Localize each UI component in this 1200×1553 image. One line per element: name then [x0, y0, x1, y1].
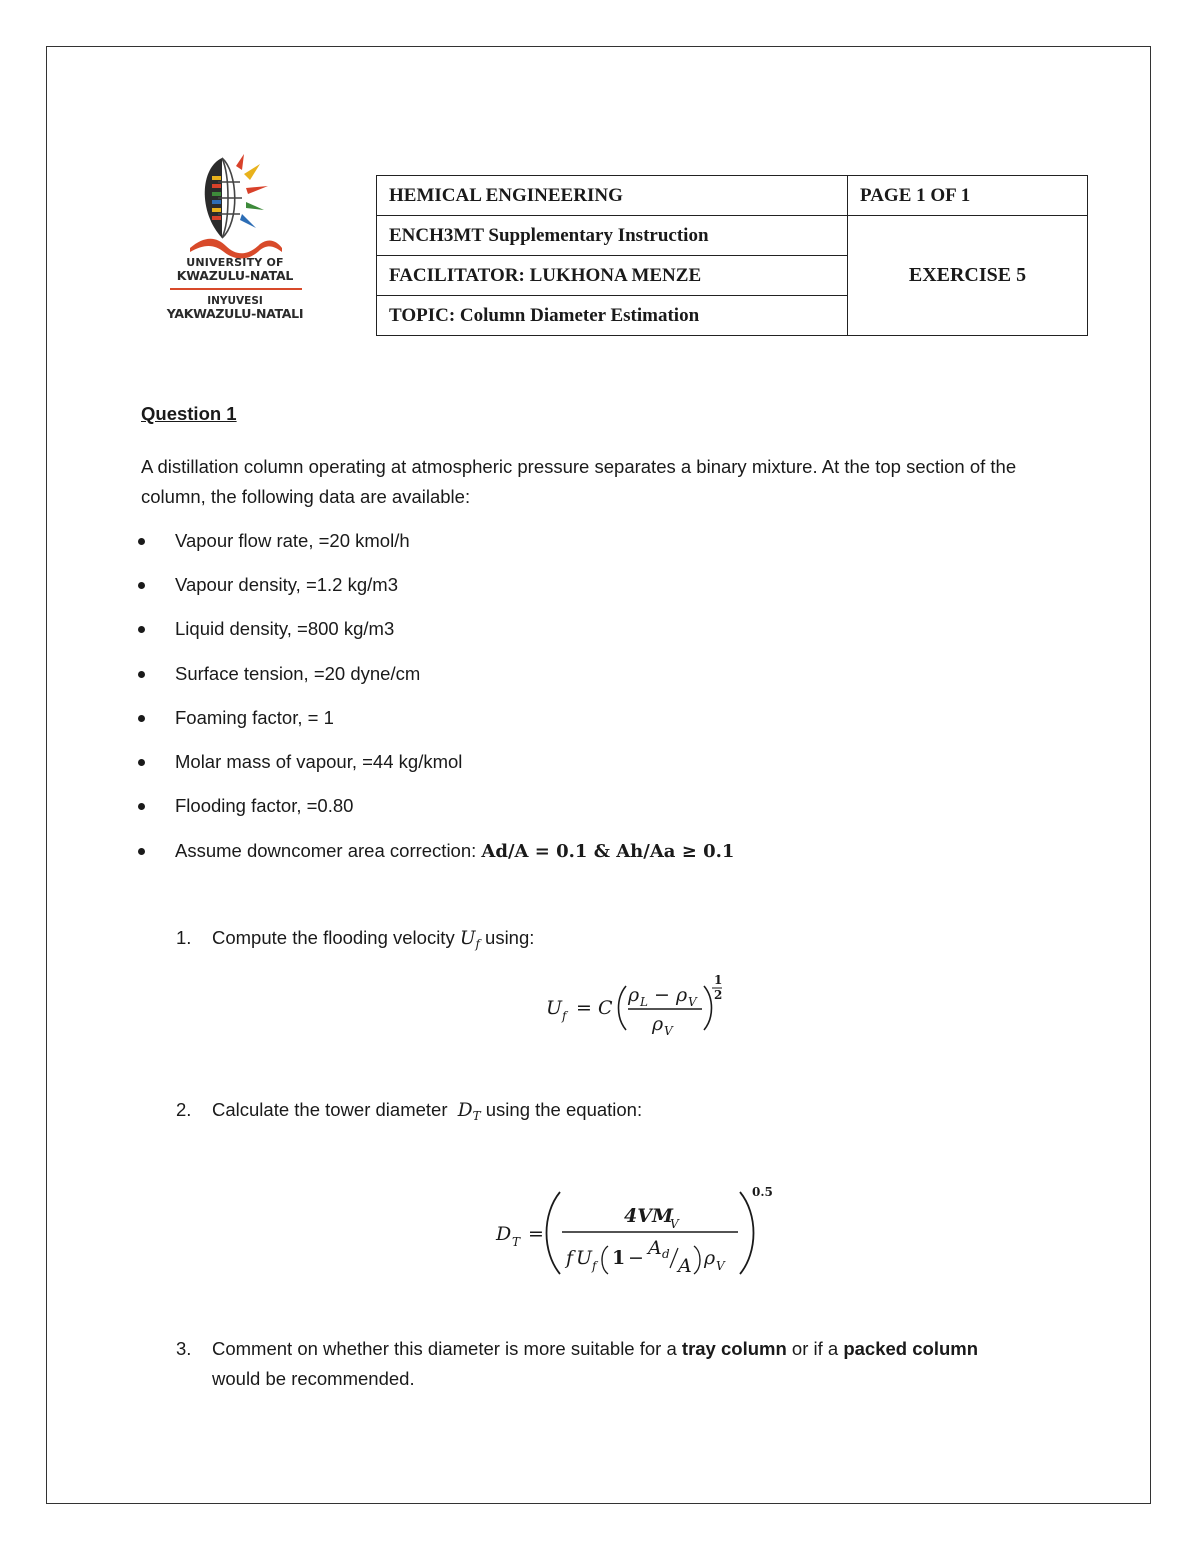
bullet-dot	[138, 715, 145, 722]
list-item-text: Liquid density, =800 kg/m3	[175, 618, 395, 639]
course-cell: ENCH3MT Supplementary Instruction	[377, 216, 848, 256]
list-item-text: Foaming factor, = 1	[175, 707, 334, 728]
bullet-dot	[138, 626, 145, 633]
item-3-pre: Comment on whether this diameter is more suitable for a	[212, 1338, 682, 1359]
svg-text:f: f	[562, 1009, 567, 1023]
svg-text:ρ: ρ	[628, 984, 640, 1006]
bullet-dot	[138, 582, 145, 589]
area-correction-math: Ad/A = 0.1 & Ah/Aa ≥ 0.1	[481, 841, 735, 862]
list-item-text: Molar mass of vapour, =44 kg/kmol	[175, 751, 463, 772]
list-item-label: Assume downcomer area correction:	[175, 840, 482, 861]
logo-text-university-of: UNIVERSITY OF	[186, 256, 284, 269]
page-cell: PAGE 1 OF 1	[848, 176, 1088, 216]
equation-exponent: 0.5	[752, 1185, 773, 1199]
bullet-dot	[138, 848, 145, 855]
list-item-text: Surface tension, =20 dyne/cm	[175, 663, 421, 684]
topic-cell: TOPIC: Column Diameter Estimation	[377, 296, 848, 336]
exercise-cell: EXERCISE 5	[848, 216, 1088, 336]
item-2-label: Calculate the tower diameter	[212, 1099, 448, 1120]
svg-text:L: L	[640, 995, 648, 1009]
logo-divider	[170, 288, 302, 290]
svg-text:T: T	[512, 1235, 521, 1249]
bullet-dot	[138, 803, 145, 810]
svg-text:d: d	[662, 1247, 670, 1261]
list-item-text: Vapour density, =1.2 kg/m3	[175, 574, 398, 595]
bullet-dot	[138, 671, 145, 678]
item-3-text	[212, 1334, 1012, 1394]
packed-column-term: packed column	[843, 1338, 979, 1359]
logo-text-yakwazulu-natali: YAKWAZULU-NATALI	[166, 306, 304, 321]
item-2-text	[212, 1095, 1032, 1131]
header-table	[376, 175, 1088, 336]
svg-text:−: −	[628, 1247, 644, 1269]
equation-numerator: 4VM	[624, 1205, 673, 1227]
logo-text-kwazulu-natal: KWAZULU-NATAL	[176, 268, 294, 283]
svg-text:U: U	[576, 1247, 593, 1269]
bullet-dot	[138, 759, 145, 766]
svg-text:A: A	[678, 1255, 692, 1277]
svg-text:ρ: ρ	[704, 1247, 716, 1269]
item-3-mid: or if a	[786, 1338, 844, 1359]
svg-text:f: f	[566, 1247, 574, 1269]
question-title: Question 1	[141, 403, 237, 424]
uf-symbol: $U_f$	[459, 928, 480, 951]
logo-text-inyuvesi: INYUVESI	[207, 295, 263, 307]
item-number: 1.	[176, 927, 192, 948]
item-1-after: using:	[485, 927, 535, 948]
svg-text:−: −	[654, 984, 670, 1006]
svg-text:C: C	[598, 997, 613, 1019]
svg-text:f: f	[592, 1259, 597, 1273]
svg-text:D: D	[496, 1223, 512, 1245]
facilitator-cell: FACILITATOR: LUKHONA MENZE	[377, 256, 848, 296]
list-item-text	[175, 836, 734, 867]
svg-text:V: V	[716, 1259, 725, 1273]
bullet-dot	[138, 538, 145, 545]
svg-text:ρ: ρ	[676, 984, 688, 1006]
item-number: 3.	[176, 1338, 192, 1359]
exponent-numerator: 1	[714, 973, 723, 987]
list-item-text: Vapour flow rate, =20 kmol/h	[175, 530, 410, 551]
question-intro: A distillation column operating at atmospheric pressure separates a binary mixture. At the top section of the column, the following data are available:	[141, 456, 1017, 507]
svg-text:1: 1	[612, 1247, 626, 1269]
dt-symbol: $D_T$	[457, 1100, 481, 1123]
item-1-label: Compute the flooding velocity	[212, 927, 455, 948]
tray-column-term: tray column	[681, 1338, 787, 1359]
item-3-post: would be recommended.	[212, 1368, 415, 1389]
svg-text:V: V	[688, 995, 697, 1009]
svg-text:=: =	[576, 997, 592, 1019]
item-1-text	[212, 923, 1032, 959]
svg-text:ρ: ρ	[652, 1013, 664, 1035]
svg-text:=: =	[528, 1223, 544, 1245]
list-item-text: Flooding factor, =0.80	[175, 795, 354, 816]
svg-text:V: V	[664, 1024, 673, 1038]
svg-text:U: U	[546, 997, 563, 1019]
flooding-velocity-equation	[540, 968, 740, 1040]
svg-text:V: V	[670, 1217, 679, 1231]
svg-text:A: A	[648, 1237, 662, 1259]
department-cell: HEMICAL ENGINEERING	[377, 176, 848, 216]
exponent-denominator: 2	[714, 988, 723, 1002]
item-number: 2.	[176, 1099, 192, 1120]
item-2-after: using the equation:	[485, 1099, 643, 1120]
tower-diameter-equation	[490, 1180, 790, 1280]
